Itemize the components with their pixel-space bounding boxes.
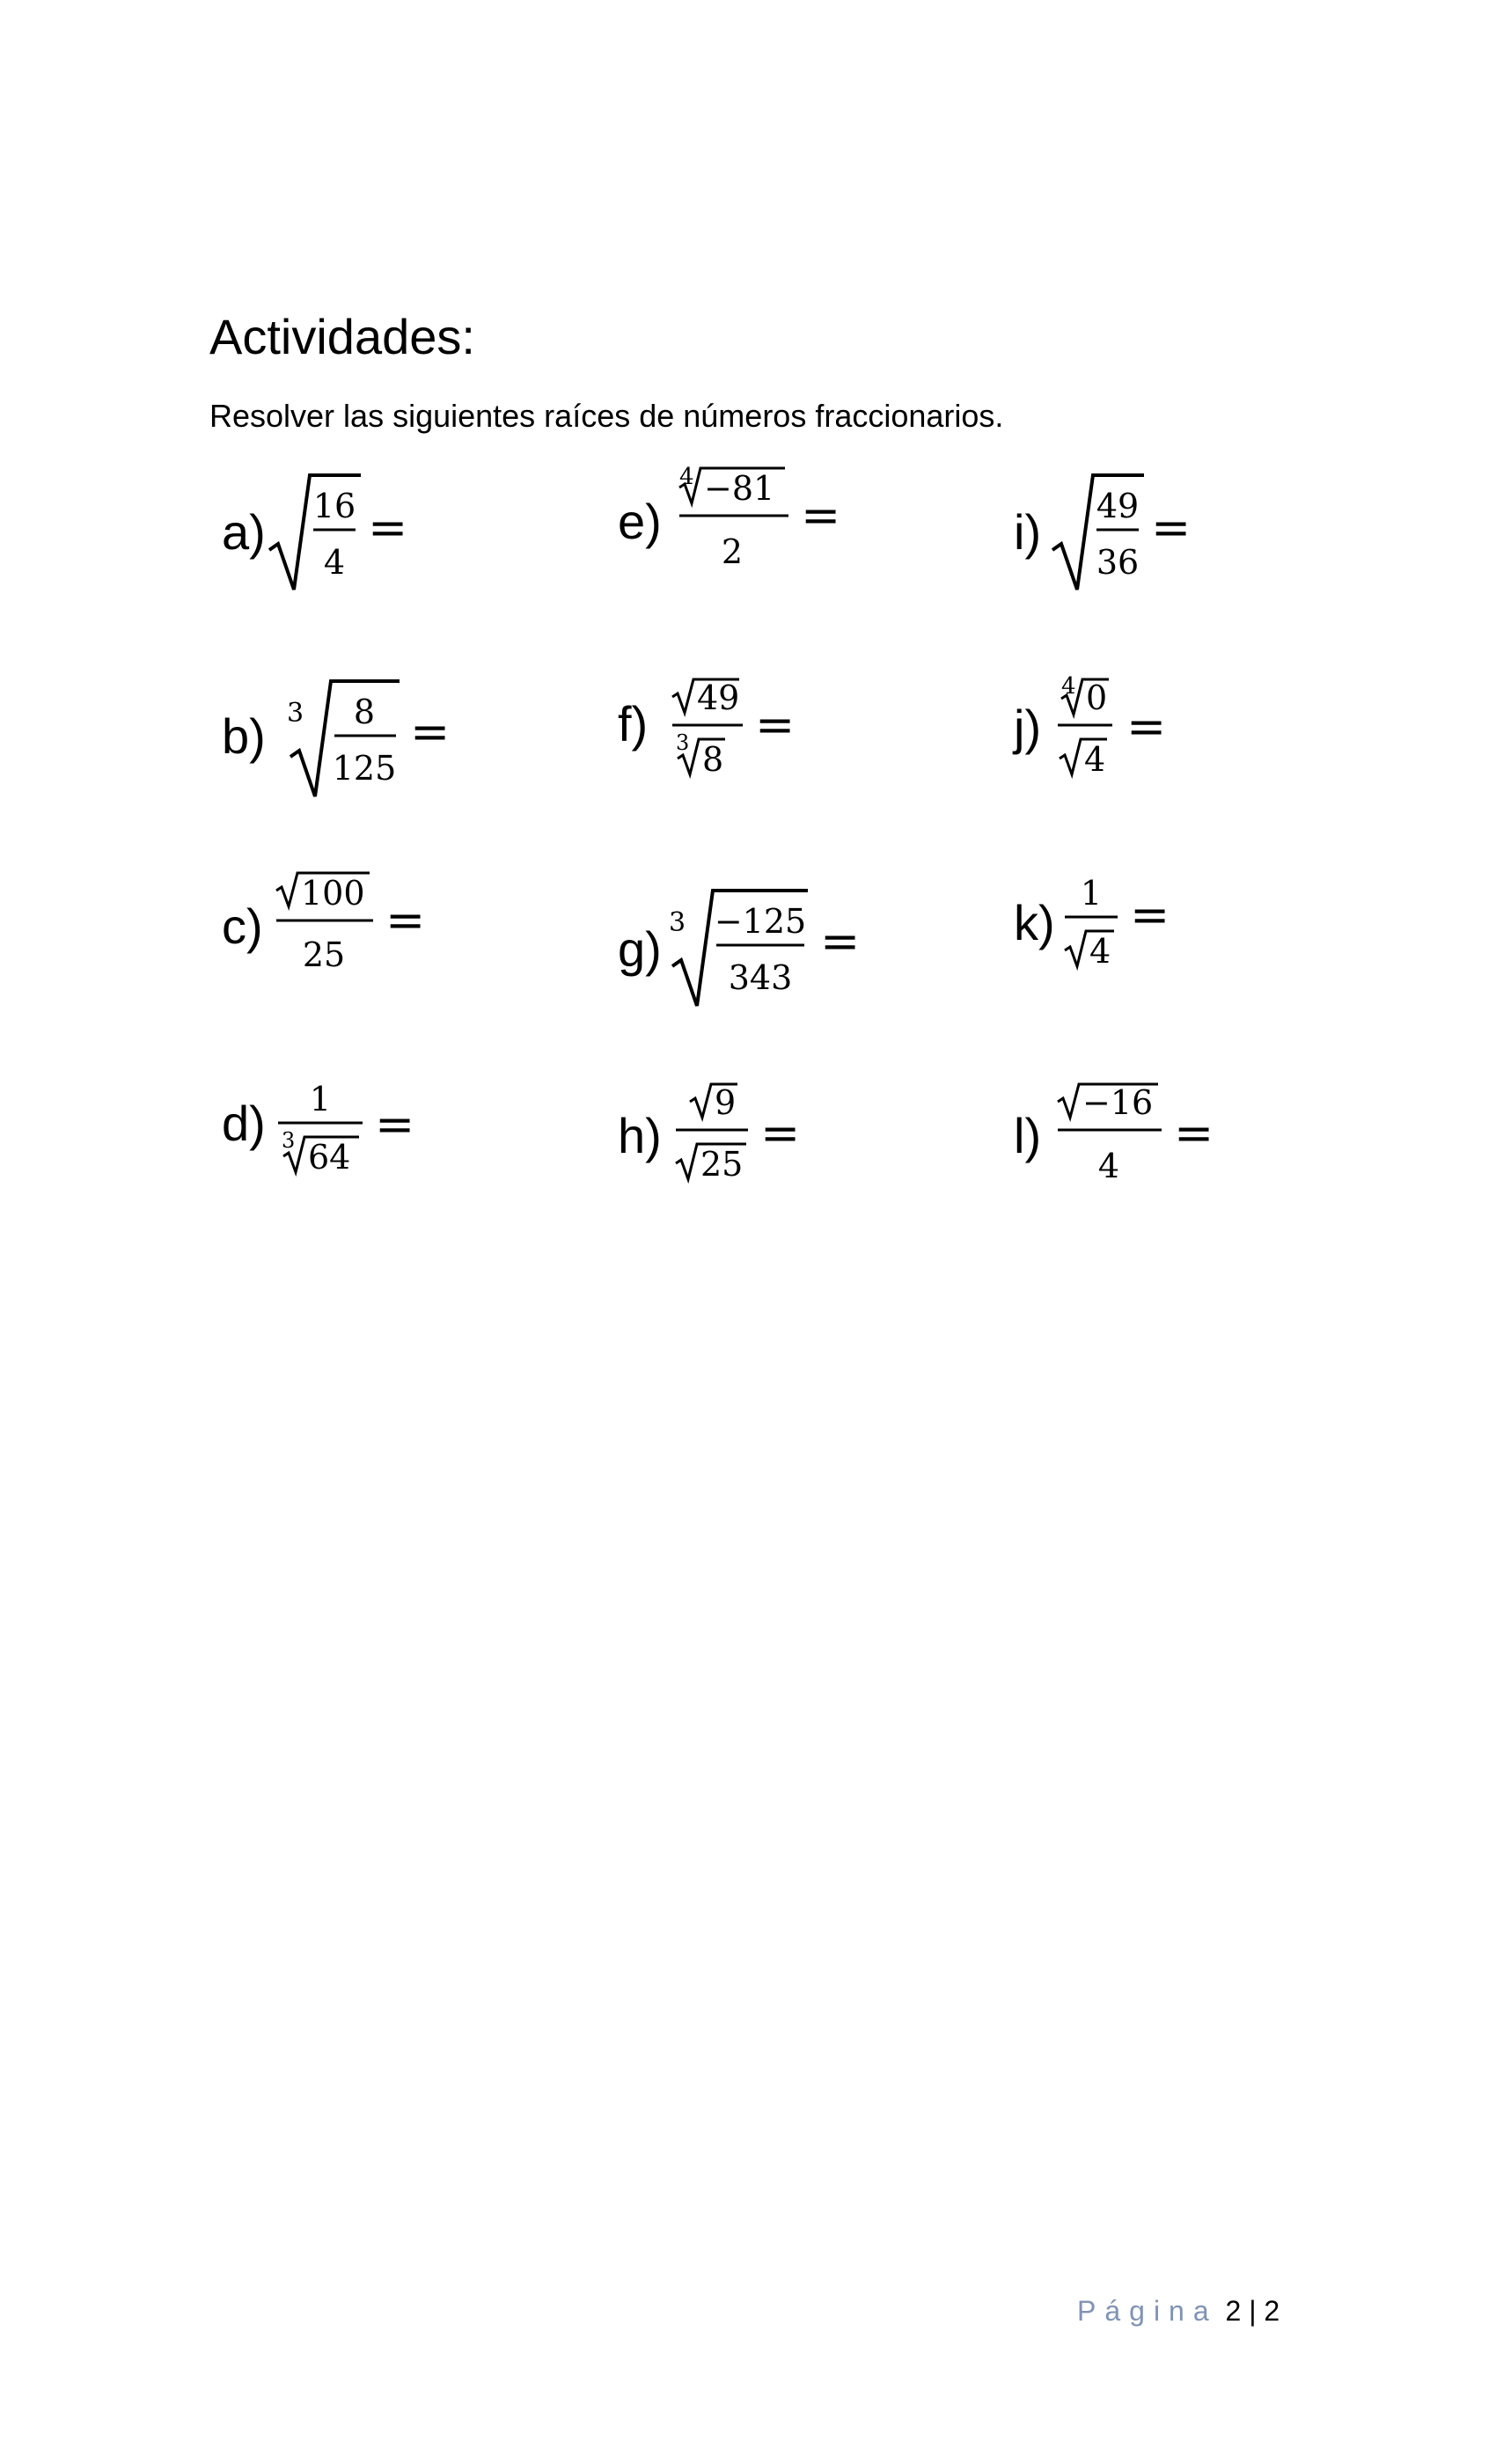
exercise-b-expression xyxy=(280,669,456,810)
exercise-l-denominator: 4 xyxy=(1097,1147,1120,1185)
exercise-f-numerator: 49 xyxy=(697,678,740,717)
exercise-i-expression xyxy=(1052,466,1211,598)
exercise-j-label: j) xyxy=(1014,700,1042,755)
exercise-g-denominator: 343 xyxy=(728,958,793,997)
exercise-j-expression xyxy=(1052,669,1193,792)
exercise-d-label: d) xyxy=(222,1096,266,1151)
exercise-h-expression xyxy=(672,1082,813,1206)
exercise-i-numerator: 49 xyxy=(1096,487,1140,525)
footer-page-word: Página xyxy=(1077,2295,1218,2327)
exercise-k-label: k) xyxy=(1014,895,1055,950)
exercise-c-numerator: 100 xyxy=(301,874,365,913)
exercise-h-denominator: 25 xyxy=(700,1145,744,1184)
exercise-e-expression xyxy=(672,459,866,583)
exercise-i-label: i) xyxy=(1014,504,1042,560)
exercise-b-equals: = xyxy=(410,704,451,759)
exercise-b-index: 3 xyxy=(287,698,304,729)
exercise-d-numerator: 1 xyxy=(309,1080,332,1118)
exercise-d-expression xyxy=(275,1077,433,1200)
exercise-a-denominator: 4 xyxy=(323,543,346,582)
exercise-d-index: 3 xyxy=(282,1128,296,1153)
exercise-a-expression xyxy=(269,466,410,598)
exercise-e-equals: = xyxy=(801,488,841,543)
exercise-a-equals: = xyxy=(368,500,408,555)
exercise-e-denominator: 2 xyxy=(721,532,744,571)
instruction-text: Resolver las siguientes raíces de números fraccionarios. xyxy=(209,398,1004,434)
exercise-f-label: f) xyxy=(618,696,649,752)
footer-separator: | xyxy=(1249,2295,1257,2327)
exercise-g-expression xyxy=(662,878,873,1019)
exercise-k-numerator: 1 xyxy=(1080,874,1103,913)
footer-page-number: 2 xyxy=(1225,2295,1242,2327)
exercise-e-index: 4 xyxy=(679,464,694,490)
exercise-j-index: 4 xyxy=(1061,673,1076,700)
exercise-e-numerator: −81 xyxy=(704,469,775,508)
exercise-g-label: g) xyxy=(618,921,662,977)
page-footer xyxy=(1077,2295,1280,2328)
exercise-l-numerator: −16 xyxy=(1082,1083,1154,1122)
exercise-g-index: 3 xyxy=(669,907,686,938)
exercise-f-expression xyxy=(669,678,810,801)
exercise-d-denominator: 64 xyxy=(308,1138,351,1177)
exercise-j-numerator: 0 xyxy=(1086,678,1108,717)
exercise-c-equals: = xyxy=(385,892,426,948)
exercise-k-expression xyxy=(1061,871,1202,994)
exercise-a-numerator: 16 xyxy=(312,487,356,525)
exercise-d-equals: = xyxy=(375,1096,415,1152)
exercise-f-index: 3 xyxy=(676,730,690,755)
exercise-g-equals: = xyxy=(820,913,861,969)
exercise-b-label: b) xyxy=(222,708,266,764)
page-title: Actividades: xyxy=(209,309,475,364)
exercise-i-equals: = xyxy=(1151,500,1192,555)
exercise-b-numerator: 8 xyxy=(353,693,376,731)
exercise-l-label: l) xyxy=(1014,1108,1042,1163)
exercise-f-equals: = xyxy=(755,697,796,752)
exercise-g-numerator: −125 xyxy=(714,902,807,941)
exercise-k-denominator: 4 xyxy=(1089,932,1111,971)
footer-page-total: 2 xyxy=(1264,2295,1280,2327)
exercise-h-equals: = xyxy=(760,1105,801,1161)
exercise-c-expression xyxy=(269,871,445,994)
exercise-j-equals: = xyxy=(1126,699,1167,754)
exercise-l-expression xyxy=(1054,1082,1230,1206)
exercise-b-denominator: 125 xyxy=(332,749,397,788)
exercise-h-numerator: 9 xyxy=(715,1083,737,1122)
exercise-j-denominator: 4 xyxy=(1084,740,1106,779)
exercise-f-denominator: 8 xyxy=(702,740,724,779)
exercise-k-equals: = xyxy=(1130,887,1170,942)
exercise-h-label: h) xyxy=(618,1108,662,1163)
exercise-a-label: a) xyxy=(222,504,266,560)
exercise-l-equals: = xyxy=(1174,1105,1214,1161)
exercise-i-denominator: 36 xyxy=(1096,543,1140,582)
exercise-c-denominator: 25 xyxy=(302,935,346,974)
exercise-c-label: c) xyxy=(222,898,263,954)
exercise-e-label: e) xyxy=(618,494,662,549)
